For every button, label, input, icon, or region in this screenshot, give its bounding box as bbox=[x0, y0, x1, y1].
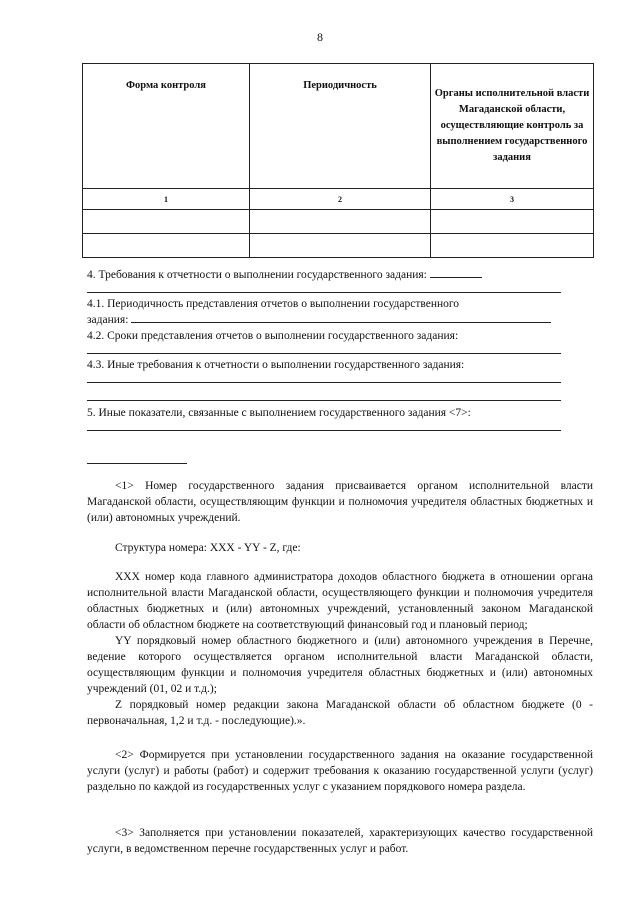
table-cell bbox=[431, 234, 594, 258]
table-row-numbers bbox=[83, 189, 594, 210]
section-4-line bbox=[87, 268, 482, 282]
header-periodicity: Периодичность bbox=[250, 64, 431, 189]
page-number: 8 bbox=[317, 30, 323, 44]
footnote-1: <1> Номер государственного задания присваивается органом исполнительной власти Магаданской области, осуществляющим функции и полномочия учредителя областных бюджетных и (или) автономных учреждений. bbox=[87, 480, 593, 524]
table-row bbox=[83, 234, 594, 258]
table-cell bbox=[83, 234, 250, 258]
fill-rule bbox=[87, 400, 561, 401]
z-definition: Z порядковый номер редакции закона Магаданской области об областном бюджете (0 - первоначальная, 1,2 и т.д. - последующие).». bbox=[87, 699, 593, 727]
section-4-1-label: задания: bbox=[87, 314, 129, 326]
fill-rule bbox=[87, 382, 561, 383]
fill-blank bbox=[131, 322, 551, 323]
column-number: 2 bbox=[250, 189, 431, 210]
table-cell bbox=[250, 234, 431, 258]
table-cell bbox=[83, 210, 250, 234]
column-number: 1 bbox=[83, 189, 250, 210]
section-4-1-text: 4.1. Периодичность представления отчетов о выполнении государственного bbox=[87, 298, 460, 310]
header-control-form: Форма контроля bbox=[83, 64, 250, 189]
section-5-text: 5. Иные показатели, связанные с выполнением государственного задания <7>: bbox=[87, 407, 471, 419]
number-structure: Структура номера: XXX - YY - Z, где: bbox=[115, 542, 301, 554]
column-number: 3 bbox=[431, 189, 594, 210]
table-cell bbox=[431, 210, 594, 234]
yy-definition: YY порядковый номер областного бюджетного и (или) автономного учреждения в Перечне, ведение которого осуществляется органом исполнительной власти Магаданской области, осуществляющим функции и полномочия учредителя областных бюджетных и (или) автономных учреждений (01, 02 и т.д.); bbox=[87, 635, 593, 695]
fill-blank bbox=[430, 277, 482, 278]
number-structure-details bbox=[87, 569, 593, 729]
footnote-3: <3> Заполняется при установлении показателей, характеризующих качество государственной услуги, в ведомственном перечне государственных услуг и работ. bbox=[87, 827, 593, 855]
table-header-row bbox=[83, 64, 594, 189]
footnote-separator bbox=[87, 463, 187, 464]
footnote-2: <2> Формируется при установлении государственного задания на оказание государственной услуги (услуг) и работы (работ) и содержит требования к оказанию государственной услуги (услуг) раздельно по каждой из государственных услуг с указанием порядкового номера раздела. bbox=[87, 749, 593, 793]
fill-rule bbox=[87, 430, 561, 431]
fill-rule bbox=[87, 292, 561, 293]
section-4-3-text: 4.3. Иные требования к отчетности о выполнении государственного задания: bbox=[87, 359, 465, 371]
table-cell bbox=[250, 210, 431, 234]
fill-rule bbox=[87, 353, 561, 354]
xxx-definition: XXX номер кода главного администратора доходов областного бюджета в отношении органа исполнительной власти Магаданской области, осуществляющего функции и полномочия учредителя областных бюджетных и (или) автономных учреждений, установленный законом Магаданской области об областном бюджете на соответствующий финансовый год и плановый период; bbox=[87, 571, 593, 631]
section-4-2-text: 4.2. Сроки представления отчетов о выполнении государственного задания: bbox=[87, 330, 459, 342]
section-4-text: 4. Требования к отчетности о выполнении государственного задания: bbox=[87, 269, 427, 281]
header-authorities: Органы исполнительной власти Магаданской области, осуществляющие контроль за выполнением государственного задания bbox=[431, 64, 594, 189]
control-table bbox=[82, 63, 594, 258]
section-4-1-line bbox=[87, 313, 551, 327]
table-row bbox=[83, 210, 594, 234]
